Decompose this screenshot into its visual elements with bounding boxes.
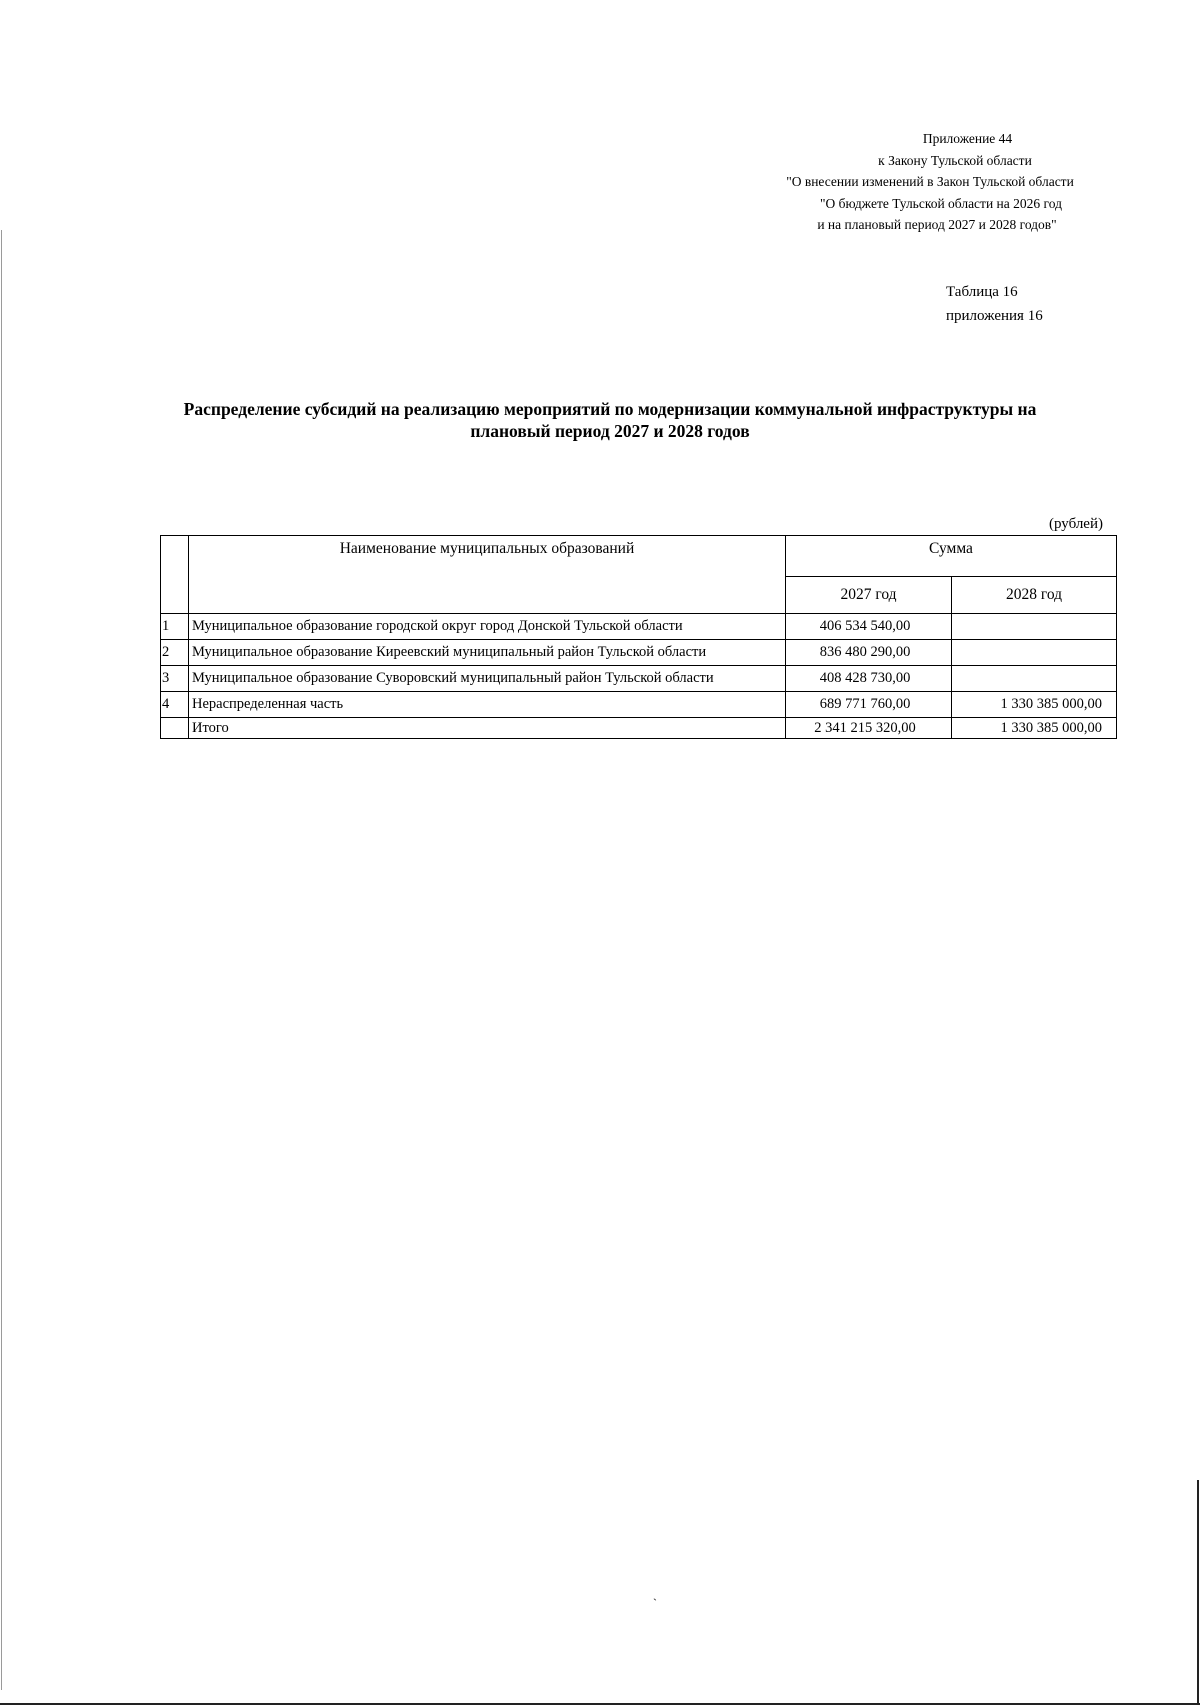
- scan-edge-right: [1197, 1480, 1199, 1705]
- total-label: Итого: [189, 718, 786, 739]
- row-value-2028: [952, 614, 1117, 640]
- total-value-2027: 2 341 215 320,00: [786, 718, 952, 739]
- appendix-line-3: "О внесении изменений в Закон Тульской области: [786, 174, 1074, 189]
- header-number-cell: [161, 536, 189, 614]
- row-value-2027: 406 534 540,00: [786, 614, 952, 640]
- scan-mark: `: [653, 1596, 657, 1610]
- row-value-2028: [952, 640, 1117, 666]
- table-header-row: [161, 536, 1117, 577]
- appendix-line-2: к Закону Тульской области: [878, 152, 1032, 168]
- header-name-cell: Наименование муниципальных образований: [189, 536, 786, 614]
- appendix-header: [700, 128, 1160, 236]
- table-total-row: [161, 718, 1117, 739]
- row-number: 3: [161, 666, 189, 692]
- row-value-2027: 689 771 760,00: [786, 692, 952, 718]
- row-name: Муниципальное образование городской округ город Донской Тульской области: [189, 614, 786, 640]
- subsidy-table: [160, 535, 1117, 739]
- row-number: 1: [161, 614, 189, 640]
- table-row: [161, 692, 1117, 718]
- document-title-line-1: Распределение субсидий на реализацию мероприятий по модернизации коммунальной инфраструктуры на: [183, 399, 1037, 419]
- appendix-line-1: Приложение 44: [922, 131, 1013, 146]
- header-year-2027: 2027 год: [786, 577, 952, 614]
- header-year-2028: 2028 год: [952, 577, 1117, 614]
- row-number: 4: [161, 692, 189, 718]
- document-title: [150, 398, 1070, 442]
- row-name: Нераспределенная часть: [189, 692, 786, 718]
- table-row: [161, 666, 1117, 692]
- appendix-line-5: и на плановый период 2027 и 2028 годов": [817, 217, 1057, 232]
- document-title-line-2: плановый период 2027 и 2028 годов: [470, 421, 750, 441]
- row-value-2027: 408 428 730,00: [786, 666, 952, 692]
- row-value-2027: 836 480 290,00: [786, 640, 952, 666]
- row-number: 2: [161, 640, 189, 666]
- header-sum-cell: Сумма: [786, 536, 1117, 577]
- table-row: [161, 640, 1117, 666]
- row-value-2028: [952, 666, 1117, 692]
- scan-edge-left: [1, 230, 2, 1690]
- row-name: Муниципальное образование Киреевский муниципальный район Тульской области: [189, 640, 786, 666]
- appendix-line-4: "О бюджете Тульской области на 2026 год: [820, 195, 1062, 211]
- table-reference-line-2: приложения 16: [946, 308, 1043, 324]
- total-value-2028: 1 330 385 000,00: [952, 718, 1117, 739]
- table-reference-line-1: Таблица 16: [946, 284, 1018, 300]
- row-value-2028: 1 330 385 000,00: [952, 692, 1117, 718]
- row-name: Муниципальное образование Суворовский муниципальный район Тульской области: [189, 666, 786, 692]
- table-reference: [946, 280, 1043, 328]
- scan-edge-bottom: [0, 1703, 1200, 1705]
- total-number-cell: [161, 718, 189, 739]
- table-row: [161, 614, 1117, 640]
- units-label: (рублей): [1048, 516, 1103, 532]
